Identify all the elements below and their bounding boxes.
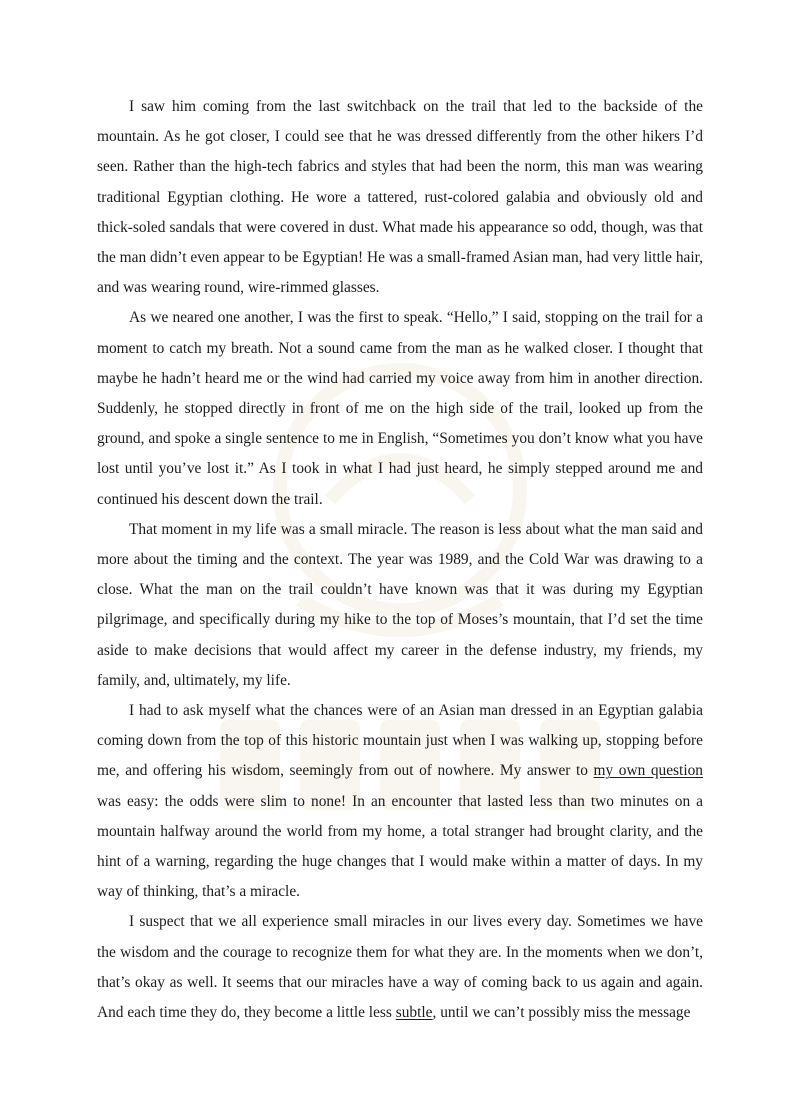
paragraph [97, 696, 703, 907]
text-segment: As we neared one another, I was the first to speak. “Hello,” I said, stopping on the trail for a moment to catch my breath. Not a sound came from the man as he walked closer. I thought that maybe he hadn’t heard me or the wind had carried my voice away from him in another direction. Suddenly, he stopped directly in front of me on the high side of the trail, looked up from the ground, and spoke a single sentence to me in English, “Sometimes you don’t know what you have lost until you’ve lost it.” As I took in what I had just heard, he simply stepped around me and continued his descent down the trail. [97, 309, 703, 508]
text-segment: , until we can’t possibly miss the message [432, 1004, 691, 1022]
text-segment: I suspect that we all experience small miracles in our lives every day. Sometimes we have the wisdom and the courage to recognize them for what they are. In the moments when we don’t, that’s okay as well. It seems that our miracles have a way of coming back to us again and again. And each time they do, they become a little less [97, 913, 703, 1022]
underlined-phrase: subtle [395, 1004, 433, 1022]
text-segment: That moment in my life was a small miracle. The reason is less about what the man said and more about the timing and the context. The year was 1989, and the Cold War was drawing to a close. What the man on the trail couldn’t have known was that it was during my Egyptian pilgrimage, and specifically during my hike to the top of Moses’s mountain, that I’d set the time aside to make decisions that would affect my career in the defense industry, my friends, my family, and, ultimately, my life. [97, 520, 703, 689]
text-segment: was easy: the odds were slim to none! In an encounter that lasted less than two minutes on a mountain halfway around the world from my home, a total stranger had brought clarity, and the hint of a warning, regarding the huge changes that I would make within a matter of days. In my way of thinking, that’s a miracle. [97, 792, 703, 901]
paragraph [97, 303, 703, 514]
paragraph [97, 907, 703, 1028]
paragraph [97, 92, 703, 303]
text-segment: I saw him coming from the last switchback on the trail that led to the backside of the mountain. As he got closer, I could see that he was dressed differently from the other hikers I’d seen. Rather than the high-tech fabrics and styles that had been the norm, this man was wearing traditional Egyptian clothing. He wore a tattered, rust-colored galabia and obviously old and thick-soled sandals that were covered in dust. What made his appearance so odd, though, was that the man didn’t even appear to be Egyptian! He was a small-framed Asian man, had very little hair, and was wearing round, wire-rimmed glasses. [97, 98, 703, 297]
underlined-phrase: my own question [593, 762, 703, 780]
text-segment: I had to ask myself what the chances were of an Asian man dressed in an Egyptian galabia coming down from the top of this historic mountain just when I was walking up, stopping before me, and offering his wisdom, seemingly from out of nowhere. My answer to [97, 702, 703, 780]
body-text [97, 92, 703, 1028]
paragraph [97, 515, 703, 696]
